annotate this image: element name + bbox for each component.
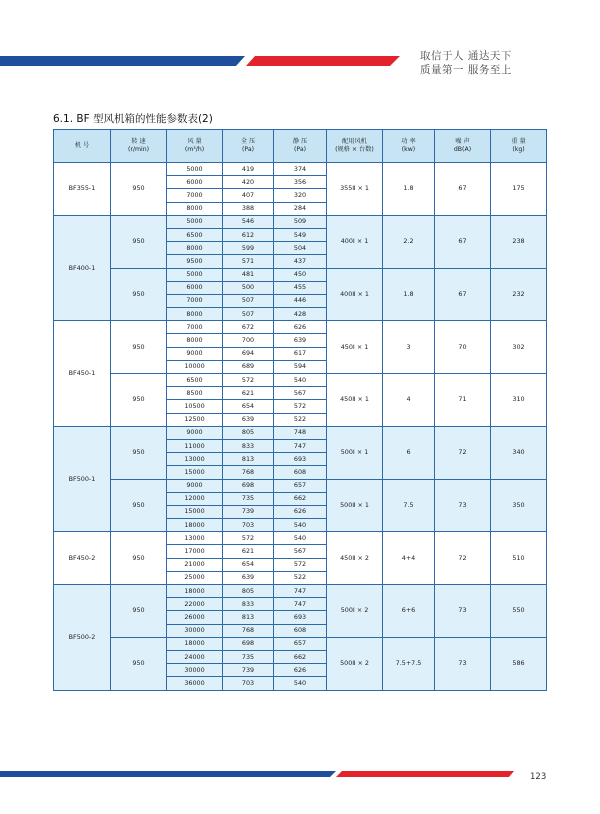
total-pressure-cell: 833 bbox=[223, 598, 274, 611]
power-cell: 7.5 bbox=[383, 479, 435, 532]
power-cell: 4 bbox=[383, 374, 435, 427]
fan-spec-cell: 450Ⅱ × 1 bbox=[327, 374, 383, 427]
airflow-cell: 6000 bbox=[167, 176, 223, 189]
static-pressure-cell: 748 bbox=[274, 426, 327, 439]
column-header-unit: (Pa) bbox=[241, 146, 255, 153]
total-pressure-cell: 703 bbox=[223, 519, 274, 532]
total-pressure-cell: 672 bbox=[223, 321, 274, 334]
column-header bbox=[111, 130, 167, 163]
static-pressure-cell: 662 bbox=[274, 492, 327, 505]
static-pressure-cell: 504 bbox=[274, 242, 327, 255]
weight-cell: 232 bbox=[491, 268, 547, 321]
airflow-cell: 9500 bbox=[167, 255, 223, 268]
airflow-cell: 8500 bbox=[167, 387, 223, 400]
airflow-cell: 8000 bbox=[167, 202, 223, 215]
airflow-cell: 30000 bbox=[167, 664, 223, 677]
power-cell: 4+4 bbox=[383, 532, 435, 585]
airflow-cell: 15000 bbox=[167, 505, 223, 518]
column-header-label: 机 号 bbox=[74, 141, 90, 149]
total-pressure-cell: 739 bbox=[223, 664, 274, 677]
slogan-line-2: 质量第一 服务至上 bbox=[420, 64, 512, 76]
airflow-cell: 8000 bbox=[167, 242, 223, 255]
column-header bbox=[327, 130, 383, 163]
fan-spec-cell: 450Ⅱ × 2 bbox=[327, 532, 383, 585]
airflow-cell: 18000 bbox=[167, 585, 223, 598]
airflow-cell: 15000 bbox=[167, 466, 223, 479]
static-pressure-cell: 540 bbox=[274, 519, 327, 532]
power-cell: 6+6 bbox=[383, 585, 435, 638]
total-pressure-cell: 739 bbox=[223, 505, 274, 518]
column-header-unit: (kg) bbox=[512, 146, 525, 153]
static-pressure-cell: 549 bbox=[274, 228, 327, 241]
column-header bbox=[54, 130, 111, 163]
total-pressure-cell: 420 bbox=[223, 176, 274, 189]
airflow-cell: 9000 bbox=[167, 426, 223, 439]
static-pressure-cell: 437 bbox=[274, 255, 327, 268]
fan-spec-cell: 400Ⅱ × 1 bbox=[327, 268, 383, 321]
speed-cell: 950 bbox=[111, 532, 167, 585]
table-row bbox=[54, 426, 547, 439]
static-pressure-cell: 374 bbox=[274, 163, 327, 176]
total-pressure-cell: 735 bbox=[223, 650, 274, 663]
static-pressure-cell: 567 bbox=[274, 387, 327, 400]
model-cell: BF355-1 bbox=[54, 163, 111, 216]
power-cell: 7.5+7.5 bbox=[383, 637, 435, 690]
column-header-unit: (m³/h) bbox=[184, 146, 205, 153]
airflow-cell: 9000 bbox=[167, 479, 223, 492]
footer-stripes bbox=[0, 770, 600, 782]
static-pressure-cell: 608 bbox=[274, 466, 327, 479]
airflow-cell: 5000 bbox=[167, 268, 223, 281]
static-pressure-cell: 639 bbox=[274, 334, 327, 347]
noise-cell: 67 bbox=[435, 163, 491, 216]
total-pressure-cell: 621 bbox=[223, 387, 274, 400]
power-cell: 1.8 bbox=[383, 163, 435, 216]
total-pressure-cell: 599 bbox=[223, 242, 274, 255]
column-header bbox=[383, 130, 435, 163]
static-pressure-cell: 540 bbox=[274, 374, 327, 387]
slogan-line-1: 取信于人 通达天下 bbox=[420, 50, 512, 62]
total-pressure-cell: 698 bbox=[223, 637, 274, 650]
weight-cell: 340 bbox=[491, 426, 547, 479]
model-cell: BF450-2 bbox=[54, 532, 111, 585]
total-pressure-cell: 571 bbox=[223, 255, 274, 268]
static-pressure-cell: 572 bbox=[274, 558, 327, 571]
column-header-label: 重 量 bbox=[511, 137, 526, 145]
total-pressure-cell: 813 bbox=[223, 453, 274, 466]
power-cell: 2.2 bbox=[383, 215, 435, 268]
table-row bbox=[54, 321, 547, 334]
airflow-cell: 10500 bbox=[167, 400, 223, 413]
airflow-cell: 7000 bbox=[167, 189, 223, 202]
total-pressure-cell: 388 bbox=[223, 202, 274, 215]
performance-table bbox=[53, 129, 547, 691]
column-header-unit: (规格 × 台数) bbox=[335, 146, 374, 153]
column-header-label: 配用风机 bbox=[342, 137, 367, 145]
table-row bbox=[54, 637, 547, 650]
static-pressure-cell: 626 bbox=[274, 664, 327, 677]
noise-cell: 73 bbox=[435, 637, 491, 690]
total-pressure-cell: 546 bbox=[223, 215, 274, 228]
static-pressure-cell: 446 bbox=[274, 294, 327, 307]
model-cell: BF400-1 bbox=[54, 215, 111, 321]
airflow-cell: 12500 bbox=[167, 413, 223, 426]
airflow-cell: 10000 bbox=[167, 360, 223, 373]
total-pressure-cell: 694 bbox=[223, 347, 274, 360]
total-pressure-cell: 507 bbox=[223, 308, 274, 321]
speed-cell: 950 bbox=[111, 637, 167, 690]
column-header-unit: (Pa) bbox=[293, 146, 307, 153]
noise-cell: 71 bbox=[435, 374, 491, 427]
weight-cell: 586 bbox=[491, 637, 547, 690]
total-pressure-cell: 813 bbox=[223, 611, 274, 624]
column-header bbox=[274, 130, 327, 163]
airflow-cell: 8000 bbox=[167, 334, 223, 347]
column-header-label: 静 压 bbox=[292, 137, 308, 145]
table-row bbox=[54, 163, 547, 176]
speed-cell: 950 bbox=[111, 374, 167, 427]
static-pressure-cell: 608 bbox=[274, 624, 327, 637]
total-pressure-cell: 639 bbox=[223, 413, 274, 426]
airflow-cell: 18000 bbox=[167, 637, 223, 650]
static-pressure-cell: 747 bbox=[274, 585, 327, 598]
column-header bbox=[491, 130, 547, 163]
total-pressure-cell: 481 bbox=[223, 268, 274, 281]
airflow-cell: 18000 bbox=[167, 519, 223, 532]
airflow-cell: 26000 bbox=[167, 611, 223, 624]
speed-cell: 950 bbox=[111, 163, 167, 216]
static-pressure-cell: 626 bbox=[274, 505, 327, 518]
total-pressure-cell: 833 bbox=[223, 439, 274, 452]
fan-spec-cell: 500Ⅰ × 2 bbox=[327, 585, 383, 638]
total-pressure-cell: 639 bbox=[223, 571, 274, 584]
static-pressure-cell: 657 bbox=[274, 637, 327, 650]
total-pressure-cell: 572 bbox=[223, 374, 274, 387]
total-pressure-cell: 500 bbox=[223, 281, 274, 294]
airflow-cell: 5000 bbox=[167, 163, 223, 176]
power-cell: 6 bbox=[383, 426, 435, 479]
noise-cell: 67 bbox=[435, 215, 491, 268]
table-row bbox=[54, 215, 547, 228]
airflow-cell: 7000 bbox=[167, 321, 223, 334]
total-pressure-cell: 654 bbox=[223, 558, 274, 571]
airflow-cell: 6500 bbox=[167, 228, 223, 241]
total-pressure-cell: 735 bbox=[223, 492, 274, 505]
static-pressure-cell: 617 bbox=[274, 347, 327, 360]
total-pressure-cell: 612 bbox=[223, 228, 274, 241]
speed-cell: 950 bbox=[111, 215, 167, 268]
column-header-unit: dB(A) bbox=[453, 146, 472, 153]
total-pressure-cell: 700 bbox=[223, 334, 274, 347]
column-header-label: 转 速 bbox=[131, 137, 146, 145]
noise-cell: 70 bbox=[435, 321, 491, 374]
total-pressure-cell: 768 bbox=[223, 624, 274, 637]
airflow-cell: 6000 bbox=[167, 281, 223, 294]
airflow-cell: 36000 bbox=[167, 677, 223, 690]
static-pressure-cell: 662 bbox=[274, 650, 327, 663]
model-cell: BF500-2 bbox=[54, 585, 111, 691]
table-row bbox=[54, 479, 547, 492]
weight-cell: 310 bbox=[491, 374, 547, 427]
total-pressure-cell: 703 bbox=[223, 677, 274, 690]
static-pressure-cell: 522 bbox=[274, 571, 327, 584]
noise-cell: 72 bbox=[435, 426, 491, 479]
static-pressure-cell: 693 bbox=[274, 611, 327, 624]
fan-spec-cell: 400Ⅰ × 1 bbox=[327, 215, 383, 268]
slogan bbox=[420, 49, 512, 77]
total-pressure-cell: 654 bbox=[223, 400, 274, 413]
static-pressure-cell: 428 bbox=[274, 308, 327, 321]
power-cell: 3 bbox=[383, 321, 435, 374]
column-header-unit: (r/min) bbox=[127, 146, 150, 153]
airflow-cell: 6500 bbox=[167, 374, 223, 387]
airflow-cell: 13000 bbox=[167, 532, 223, 545]
total-pressure-cell: 407 bbox=[223, 189, 274, 202]
static-pressure-cell: 455 bbox=[274, 281, 327, 294]
weight-cell: 550 bbox=[491, 585, 547, 638]
static-pressure-cell: 509 bbox=[274, 215, 327, 228]
total-pressure-cell: 768 bbox=[223, 466, 274, 479]
airflow-cell: 8000 bbox=[167, 308, 223, 321]
speed-cell: 950 bbox=[111, 426, 167, 479]
column-header bbox=[435, 130, 491, 163]
speed-cell: 950 bbox=[111, 585, 167, 638]
column-header bbox=[167, 130, 223, 163]
airflow-cell: 9000 bbox=[167, 347, 223, 360]
fan-spec-cell: 500Ⅰ × 1 bbox=[327, 426, 383, 479]
page-number: 123 bbox=[530, 772, 547, 782]
table-row bbox=[54, 374, 547, 387]
noise-cell: 67 bbox=[435, 268, 491, 321]
model-cell: BF450-1 bbox=[54, 321, 111, 427]
fan-spec-cell: 450Ⅰ × 1 bbox=[327, 321, 383, 374]
column-header-label: 风 量 bbox=[187, 137, 202, 145]
noise-cell: 73 bbox=[435, 479, 491, 532]
column-header-label: 全 压 bbox=[240, 137, 256, 145]
static-pressure-cell: 356 bbox=[274, 176, 327, 189]
airflow-cell: 30000 bbox=[167, 624, 223, 637]
total-pressure-cell: 698 bbox=[223, 479, 274, 492]
power-cell: 1.8 bbox=[383, 268, 435, 321]
speed-cell: 950 bbox=[111, 479, 167, 532]
static-pressure-cell: 450 bbox=[274, 268, 327, 281]
section-title: 6.1. BF 型风机箱的性能参数表(2) bbox=[53, 113, 213, 125]
static-pressure-cell: 747 bbox=[274, 439, 327, 452]
column-header-label: 功 率 bbox=[401, 137, 416, 145]
static-pressure-cell: 657 bbox=[274, 479, 327, 492]
model-cell: BF500-1 bbox=[54, 426, 111, 532]
fan-spec-cell: 355Ⅱ × 1 bbox=[327, 163, 383, 216]
airflow-cell: 17000 bbox=[167, 545, 223, 558]
airflow-cell: 11000 bbox=[167, 439, 223, 452]
static-pressure-cell: 567 bbox=[274, 545, 327, 558]
column-header bbox=[223, 130, 274, 163]
total-pressure-cell: 621 bbox=[223, 545, 274, 558]
table-row bbox=[54, 268, 547, 281]
noise-cell: 72 bbox=[435, 532, 491, 585]
total-pressure-cell: 572 bbox=[223, 532, 274, 545]
static-pressure-cell: 572 bbox=[274, 400, 327, 413]
airflow-cell: 24000 bbox=[167, 650, 223, 663]
table-header-row bbox=[54, 130, 547, 163]
static-pressure-cell: 540 bbox=[274, 532, 327, 545]
fan-spec-cell: 500Ⅱ × 2 bbox=[327, 637, 383, 690]
fan-spec-cell: 500Ⅱ × 1 bbox=[327, 479, 383, 532]
airflow-cell: 12000 bbox=[167, 492, 223, 505]
total-pressure-cell: 419 bbox=[223, 163, 274, 176]
speed-cell: 950 bbox=[111, 268, 167, 321]
static-pressure-cell: 284 bbox=[274, 202, 327, 215]
total-pressure-cell: 805 bbox=[223, 426, 274, 439]
speed-cell: 950 bbox=[111, 321, 167, 374]
column-header-label: 噪 声 bbox=[455, 137, 470, 145]
airflow-cell: 25000 bbox=[167, 571, 223, 584]
total-pressure-cell: 689 bbox=[223, 360, 274, 373]
static-pressure-cell: 540 bbox=[274, 677, 327, 690]
weight-cell: 175 bbox=[491, 163, 547, 216]
weight-cell: 350 bbox=[491, 479, 547, 532]
airflow-cell: 13000 bbox=[167, 453, 223, 466]
static-pressure-cell: 320 bbox=[274, 189, 327, 202]
noise-cell: 73 bbox=[435, 585, 491, 638]
total-pressure-cell: 507 bbox=[223, 294, 274, 307]
weight-cell: 302 bbox=[491, 321, 547, 374]
static-pressure-cell: 594 bbox=[274, 360, 327, 373]
column-header-unit: (kw) bbox=[401, 146, 416, 153]
airflow-cell: 7000 bbox=[167, 294, 223, 307]
table-body bbox=[54, 163, 547, 691]
table-row bbox=[54, 585, 547, 598]
static-pressure-cell: 747 bbox=[274, 598, 327, 611]
weight-cell: 510 bbox=[491, 532, 547, 585]
airflow-cell: 21000 bbox=[167, 558, 223, 571]
weight-cell: 238 bbox=[491, 215, 547, 268]
static-pressure-cell: 693 bbox=[274, 453, 327, 466]
airflow-cell: 5000 bbox=[167, 215, 223, 228]
static-pressure-cell: 522 bbox=[274, 413, 327, 426]
total-pressure-cell: 805 bbox=[223, 585, 274, 598]
airflow-cell: 22000 bbox=[167, 598, 223, 611]
static-pressure-cell: 626 bbox=[274, 321, 327, 334]
table-row bbox=[54, 532, 547, 545]
